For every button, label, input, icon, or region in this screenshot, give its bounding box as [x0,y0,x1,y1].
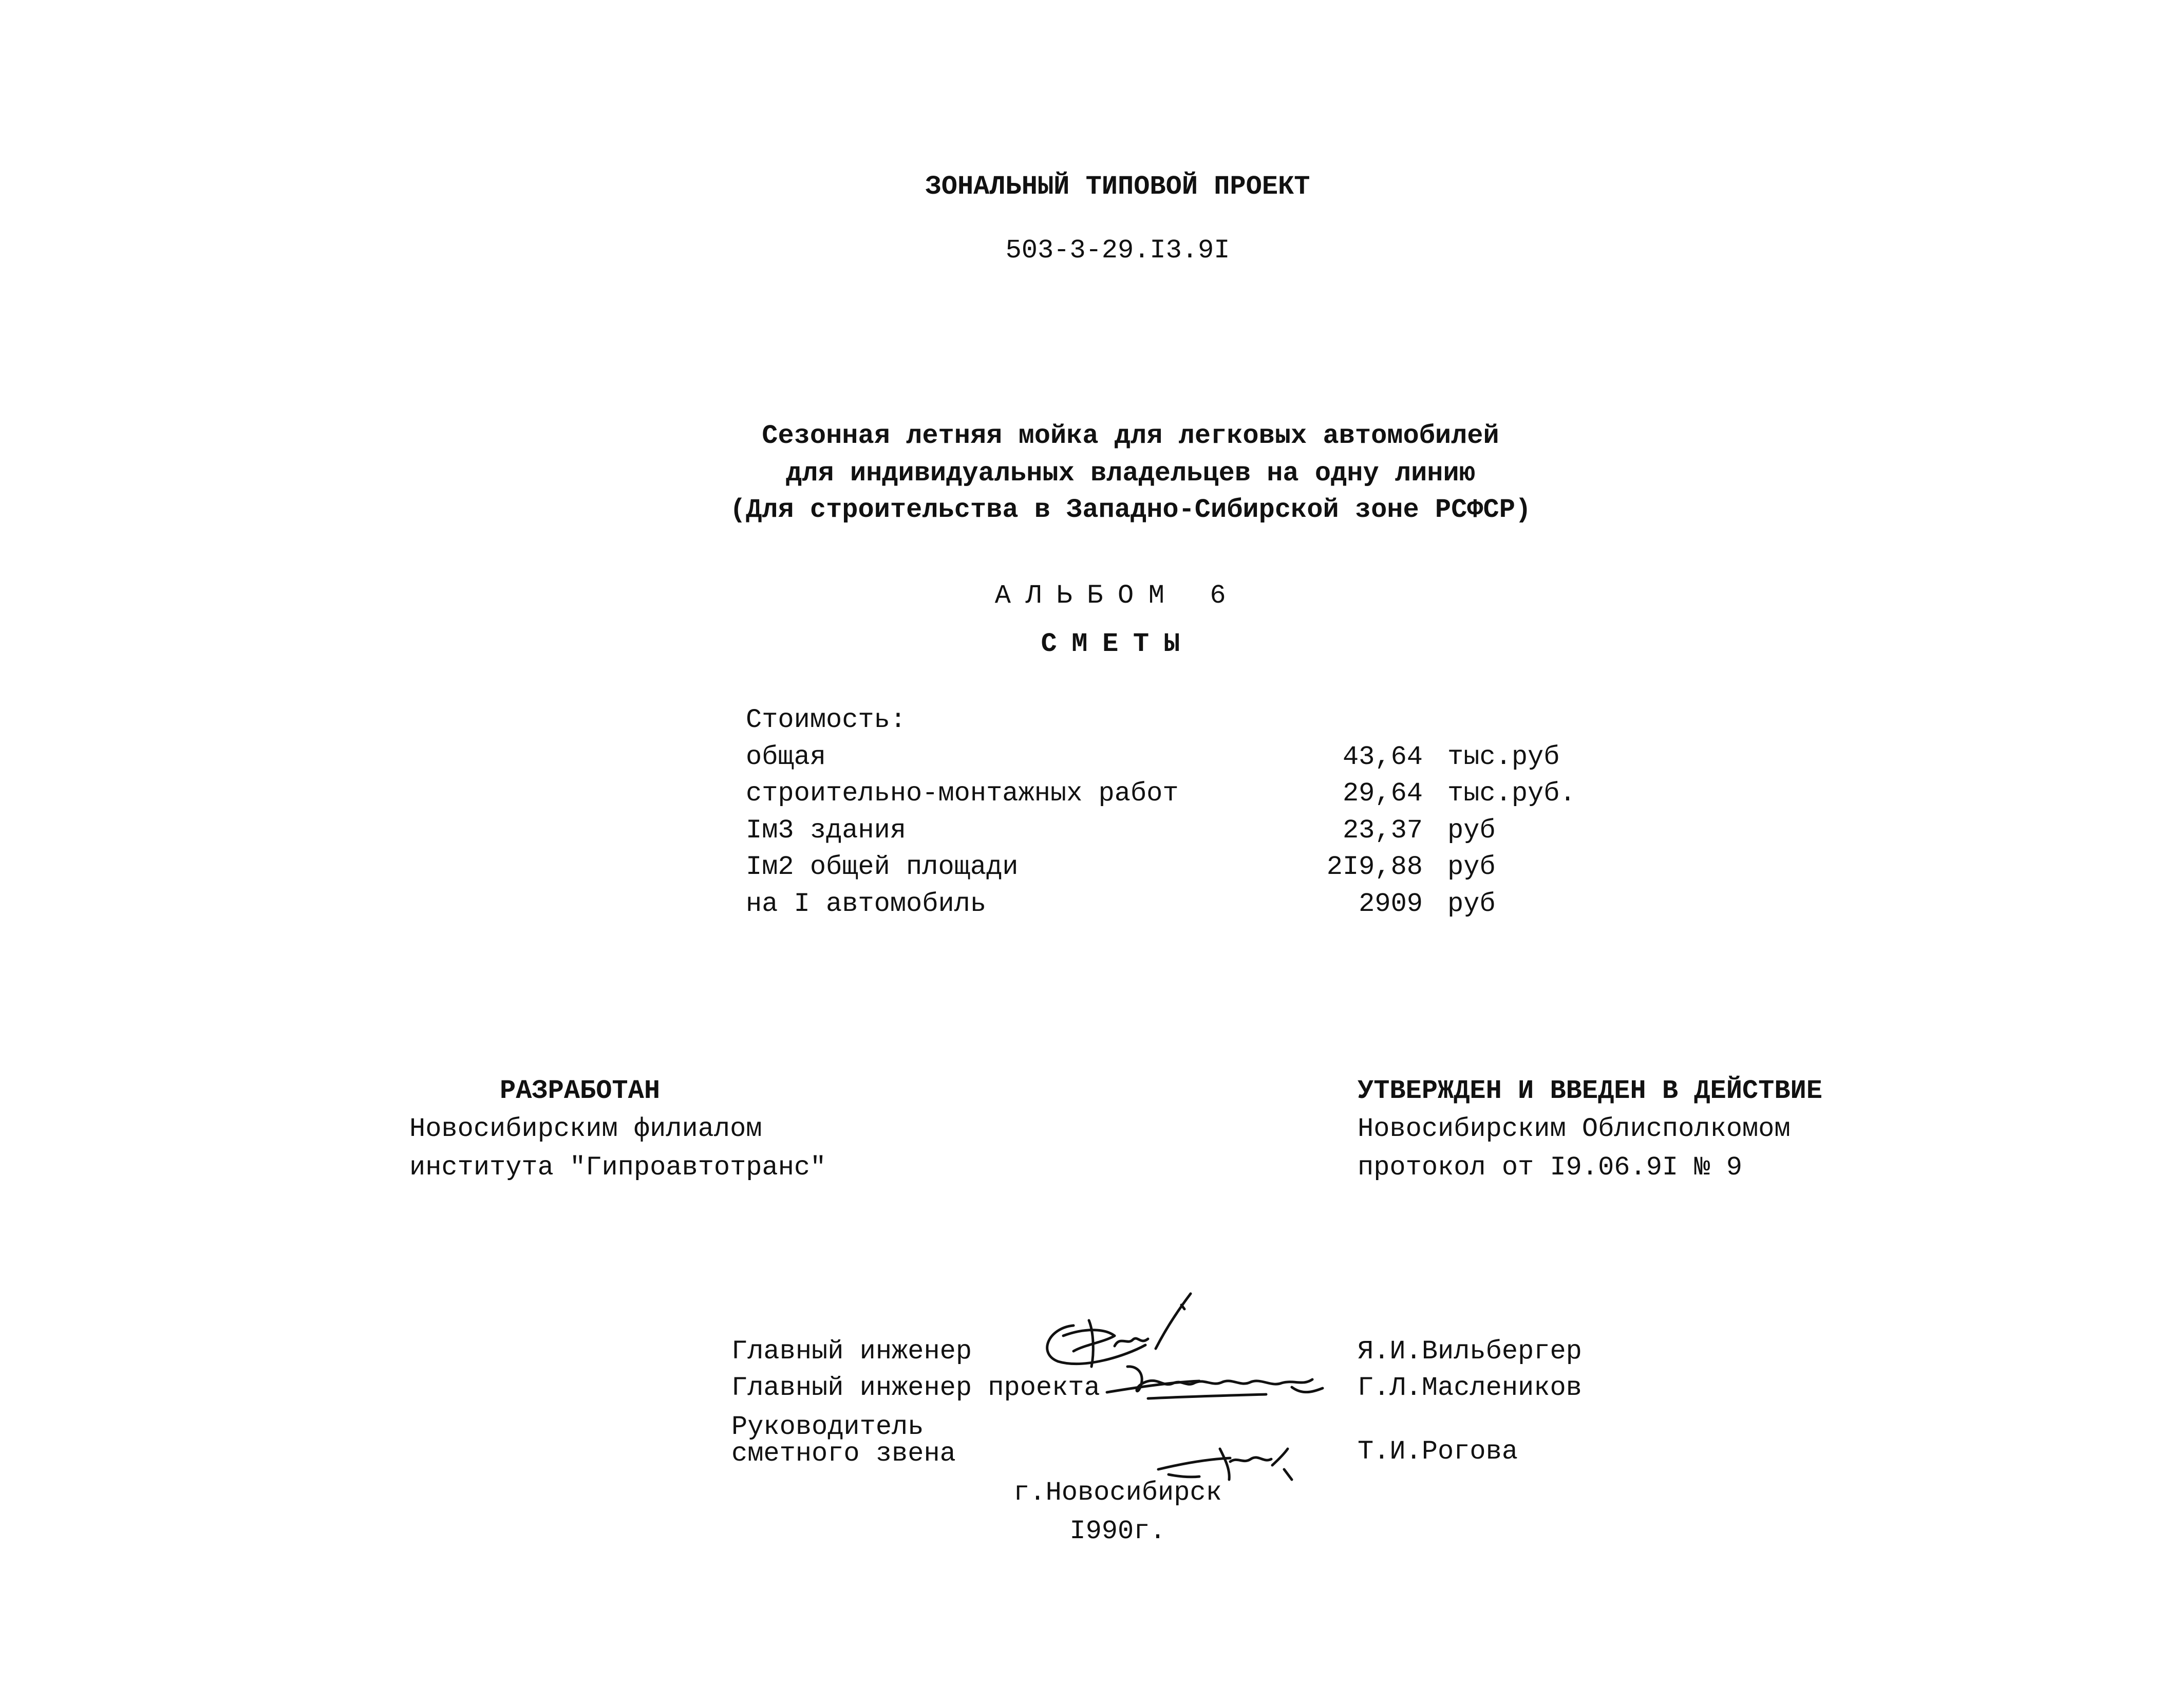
signatory-name: Т.И.Рогова [1358,1436,1518,1467]
signatory-name: Я.И.Вильбергер [1358,1336,1582,1367]
developed-heading: РАЗРАБОТАН [500,1076,661,1106]
cost-row-value: 2909 [1359,889,1423,919]
developed-line-2: института "Гипроавтотранс" [409,1152,826,1183]
cost-row-unit: тыс.руб. [1447,778,1576,809]
album-label: АЛЬБОМ 6 [994,581,1241,611]
cost-row-value: 43,64 [1342,742,1423,772]
cost-row-label: общая [746,742,826,772]
developed-line-1: Новосибирским филиалом [409,1114,762,1144]
signatory-role: Главный инженер [731,1336,972,1367]
title-line-1: Сезонная летняя мойка для легковых автомобилей [762,421,1499,451]
cost-row-unit: руб [1447,815,1496,846]
cost-row-label: Iм2 общей площади [746,852,1019,882]
album-subtitle: СМЕТЫ [1041,629,1195,659]
signatory-name: Г.Л.Маслеников [1358,1373,1582,1403]
signatory-role: Руководитель сметного звена [731,1412,956,1469]
approved-heading: УТВЕРЖДЕН И ВВЕДЕН В ДЕЙСТВИЕ [1358,1076,1822,1106]
footer-year: I990г. [1069,1516,1166,1546]
approved-line-2: протокол от I9.06.9I № 9 [1358,1152,1742,1183]
cost-row-label: Iм3 здания [746,815,907,846]
signature-chief-project-engineer [1097,1351,1333,1408]
cost-row-value: 2I9,88 [1326,852,1423,882]
cost-row-label: строительно-монтажных работ [746,778,1179,809]
approved-line-1: Новосибирским Облисполкомом [1358,1114,1791,1144]
title-line-3: (Для строительства в Западно-Сибирской зоне РСФСР) [729,495,1532,525]
project-type: ЗОНАЛЬНЫЙ ТИПОВОЙ ПРОЕКТ [925,172,1310,202]
project-code: 503-3-29.I3.9I [1005,235,1230,266]
title-line-2: для индивидуальных владельцев на одну линию [786,458,1475,489]
cost-row-label: на I автомобиль [746,889,987,919]
signatory-role: Главный инженер проекта [731,1373,1100,1403]
cost-row-unit: тыс.руб [1447,742,1560,772]
cost-row-value: 23,37 [1342,815,1423,846]
cost-row-value: 29,64 [1342,778,1423,809]
cost-row-unit: руб [1447,852,1496,882]
footer-city: г.Новосибирск [1013,1478,1222,1508]
cost-row-unit: руб [1447,889,1496,919]
cost-heading: Стоимость: [746,705,907,735]
